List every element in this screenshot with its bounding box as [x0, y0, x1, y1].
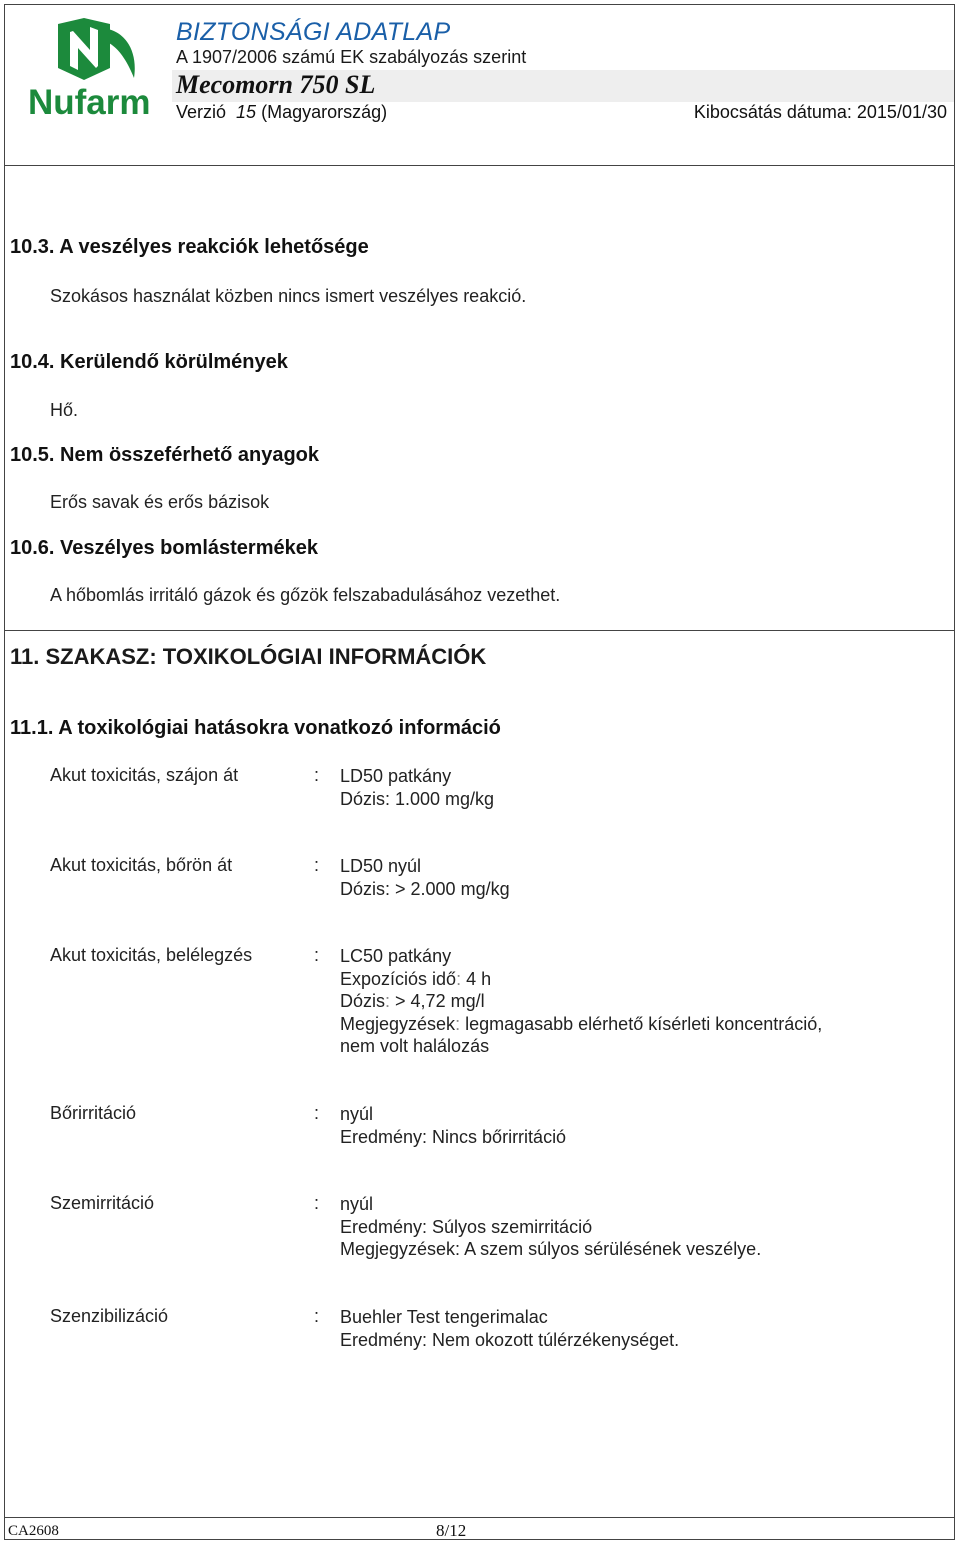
section-10-6-heading: 10.6. Veszélyes bomlástermékek	[10, 537, 318, 559]
product-name: Mecomorn 750 SL	[176, 70, 376, 99]
tox-colon: :	[314, 855, 320, 875]
tox-values	[340, 855, 510, 900]
document-header	[4, 4, 955, 166]
tox-values	[340, 945, 822, 1058]
tox-value: LD50 patkány	[340, 766, 452, 786]
tox-value: Megjegyzések: A szem súlyos sérülésének veszélye.	[340, 1239, 762, 1260]
tox-value: Dózis: 1.000 mg/kg	[340, 788, 495, 809]
tox-colon: :	[314, 1306, 320, 1326]
tox-value: nem volt halálozás	[340, 1036, 490, 1057]
section-10-3-text: Szokásos használat közben nincs ismert veszélyes reakció.	[50, 286, 527, 306]
footer-divider	[4, 1517, 955, 1518]
tox-value: Expozíciós idő: 4 h	[340, 968, 492, 989]
version-number: 15	[236, 102, 257, 122]
section-10-3-heading: 10.3. A veszélyes reakciók lehetősége	[10, 236, 369, 258]
footer-page-number: 8/12	[436, 1521, 467, 1540]
logo-wordmark: Nufarm	[28, 83, 151, 118]
tox-value: Megjegyzések: legmagasabb elérhető kísérleti koncentráció,	[340, 1013, 823, 1034]
tox-colon: :	[314, 1193, 320, 1213]
section-10-4-heading: 10.4. Kerülendő körülmények	[10, 351, 288, 373]
regulation-line: A 1907/2006 számú EK szabályozás szerint	[176, 47, 527, 67]
tox-label: Akut toxicitás, szájon át	[50, 765, 239, 785]
tox-value: Buehler Test tengerimalac	[340, 1307, 548, 1327]
tox-colon: :	[314, 765, 320, 785]
tox-value: LC50 patkány	[340, 946, 452, 966]
tox-values	[340, 1103, 566, 1148]
tox-value: LD50 nyúl	[340, 856, 422, 876]
section-11-1-heading: 11.1. A toxikológiai hatásokra vonatkozó információ	[10, 717, 501, 739]
tox-label: Bőrirritáció	[50, 1103, 137, 1123]
version-label: Verzió	[176, 102, 227, 122]
version-line	[176, 102, 387, 123]
tox-colon: :	[314, 945, 320, 965]
tox-value: Dózis: > 2.000 mg/kg	[340, 878, 510, 899]
section-10-5-text: Erős savak és erős bázisok	[50, 492, 270, 512]
tox-label: Szemirritáció	[50, 1193, 155, 1213]
nufarm-logo	[26, 18, 156, 118]
tox-values	[340, 1306, 679, 1351]
tox-value: nyúl	[340, 1104, 374, 1124]
tox-value: Eredmény: Súlyos szemirritáció	[340, 1216, 593, 1237]
footer-document-code: CA2608	[8, 1523, 59, 1539]
version-country: (Magyarország)	[261, 102, 388, 122]
section-11-heading: 11. SZAKASZ: TOXIKOLÓGIAI INFORMÁCIÓK	[10, 644, 487, 669]
section-10-5-heading: 10.5. Nem összeférhető anyagok	[10, 444, 320, 466]
issue-date: Kibocsátás dátuma: 2015/01/30	[693, 102, 947, 122]
tox-value: Eredmény: Nincs bőrirritáció	[340, 1126, 567, 1147]
section-divider	[4, 630, 955, 631]
tox-label: Akut toxicitás, bőrön át	[50, 855, 233, 875]
tox-value: Eredmény: Nem okozott túlérzékenységet.	[340, 1329, 680, 1350]
tox-colon: :	[314, 1103, 320, 1123]
tox-value: Dózis: > 4,72 mg/l	[340, 991, 485, 1012]
document-title: BIZTONSÁGI ADATLAP	[176, 18, 451, 46]
section-10-4-text: Hő.	[50, 400, 79, 420]
tox-label: Szenzibilizáció	[50, 1306, 169, 1326]
tox-values	[340, 765, 494, 810]
tox-label: Akut toxicitás, belélegzés	[50, 945, 253, 965]
section-10-6-text: A hőbomlás irritáló gázok és gőzök felszabadulásához vezethet.	[50, 585, 561, 605]
tox-value: nyúl	[340, 1194, 374, 1214]
tox-values	[340, 1193, 761, 1261]
